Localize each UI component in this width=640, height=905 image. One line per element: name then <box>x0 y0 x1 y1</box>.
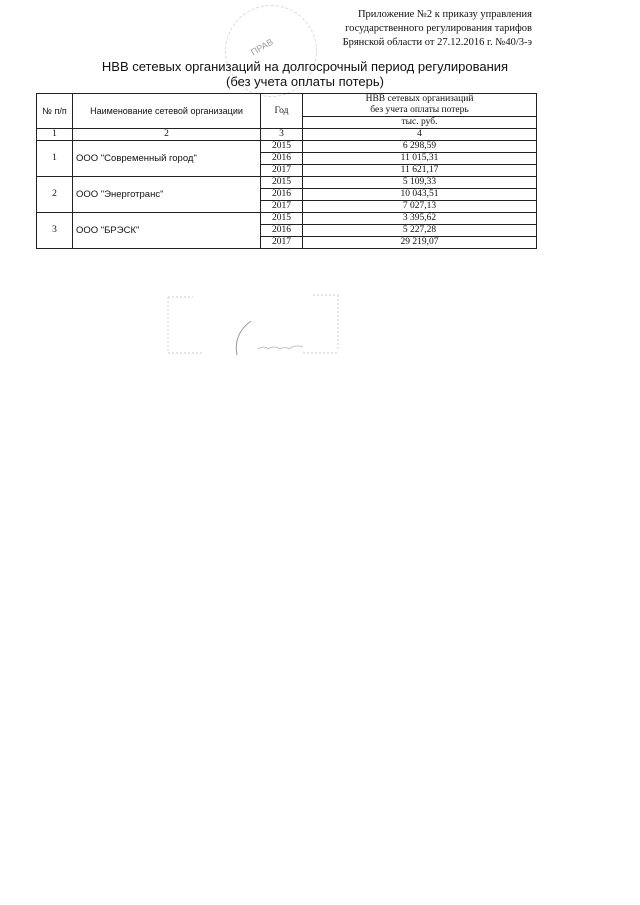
row-number: 3 <box>37 213 73 249</box>
table-row <box>37 141 537 153</box>
year-cell: 2015 <box>261 213 303 225</box>
year-cell: 2015 <box>261 177 303 189</box>
stamp-text: ПРАВ <box>249 36 275 58</box>
org-name: ООО "Современный город" <box>73 141 261 177</box>
row-number: 1 <box>37 141 73 177</box>
year-cell: 2016 <box>261 225 303 237</box>
col-number-3: 3 <box>261 129 303 141</box>
row-number: 2 <box>37 177 73 213</box>
value-cell: 11 015,31 <box>303 153 537 165</box>
signature-mark <box>163 289 343 359</box>
year-cell: 2017 <box>261 237 303 249</box>
value-cell: 10 043,51 <box>303 189 537 201</box>
value-cell: 5 109,33 <box>303 177 537 189</box>
nvv-table <box>36 93 537 249</box>
header-org-name: Наименование сетевой организации <box>73 94 261 129</box>
table-row <box>37 177 537 189</box>
value-cell: 11 621,17 <box>303 165 537 177</box>
appendix-note <box>232 8 532 50</box>
year-cell: 2016 <box>261 189 303 201</box>
title-line-2: (без учета оплаты потерь) <box>226 74 384 89</box>
year-cell: 2017 <box>261 201 303 213</box>
year-cell: 2017 <box>261 165 303 177</box>
appendix-line-3: Брянской области от 27.12.2016 г. №40/3-э <box>342 37 532 48</box>
title-line-1: НВВ сетевых организаций на долгосрочный период регулирования <box>101 59 509 74</box>
appendix-line-2: государственного регулирования тарифов <box>345 23 532 34</box>
year-cell: 2016 <box>261 153 303 165</box>
value-cell: 7 027,13 <box>303 201 537 213</box>
col-number-1: 1 <box>37 129 73 141</box>
col-number-2: 2 <box>73 129 261 141</box>
year-cell: 2015 <box>261 141 303 153</box>
header-unit: тыс. руб. <box>303 117 537 129</box>
header-value-line-1: НВВ сетевых организаций <box>303 94 537 106</box>
value-cell: 5 227,28 <box>303 225 537 237</box>
table-row <box>37 213 537 225</box>
org-name: ООО "БРЭСК" <box>73 213 261 249</box>
header-number: № п/п <box>37 94 73 129</box>
appendix-line-1: Приложение №2 к приказу управления <box>357 9 532 20</box>
value-cell: 29 219,07 <box>303 237 537 249</box>
org-name: ООО "Энерготранс" <box>73 177 261 213</box>
header-year: Год <box>261 94 303 129</box>
document-title <box>40 59 570 89</box>
value-cell: 6 298,59 <box>303 141 537 153</box>
col-number-4: 4 <box>303 129 537 141</box>
value-cell: 3 395,62 <box>303 213 537 225</box>
header-value-line-2: без учета оплаты потерь <box>303 105 537 117</box>
